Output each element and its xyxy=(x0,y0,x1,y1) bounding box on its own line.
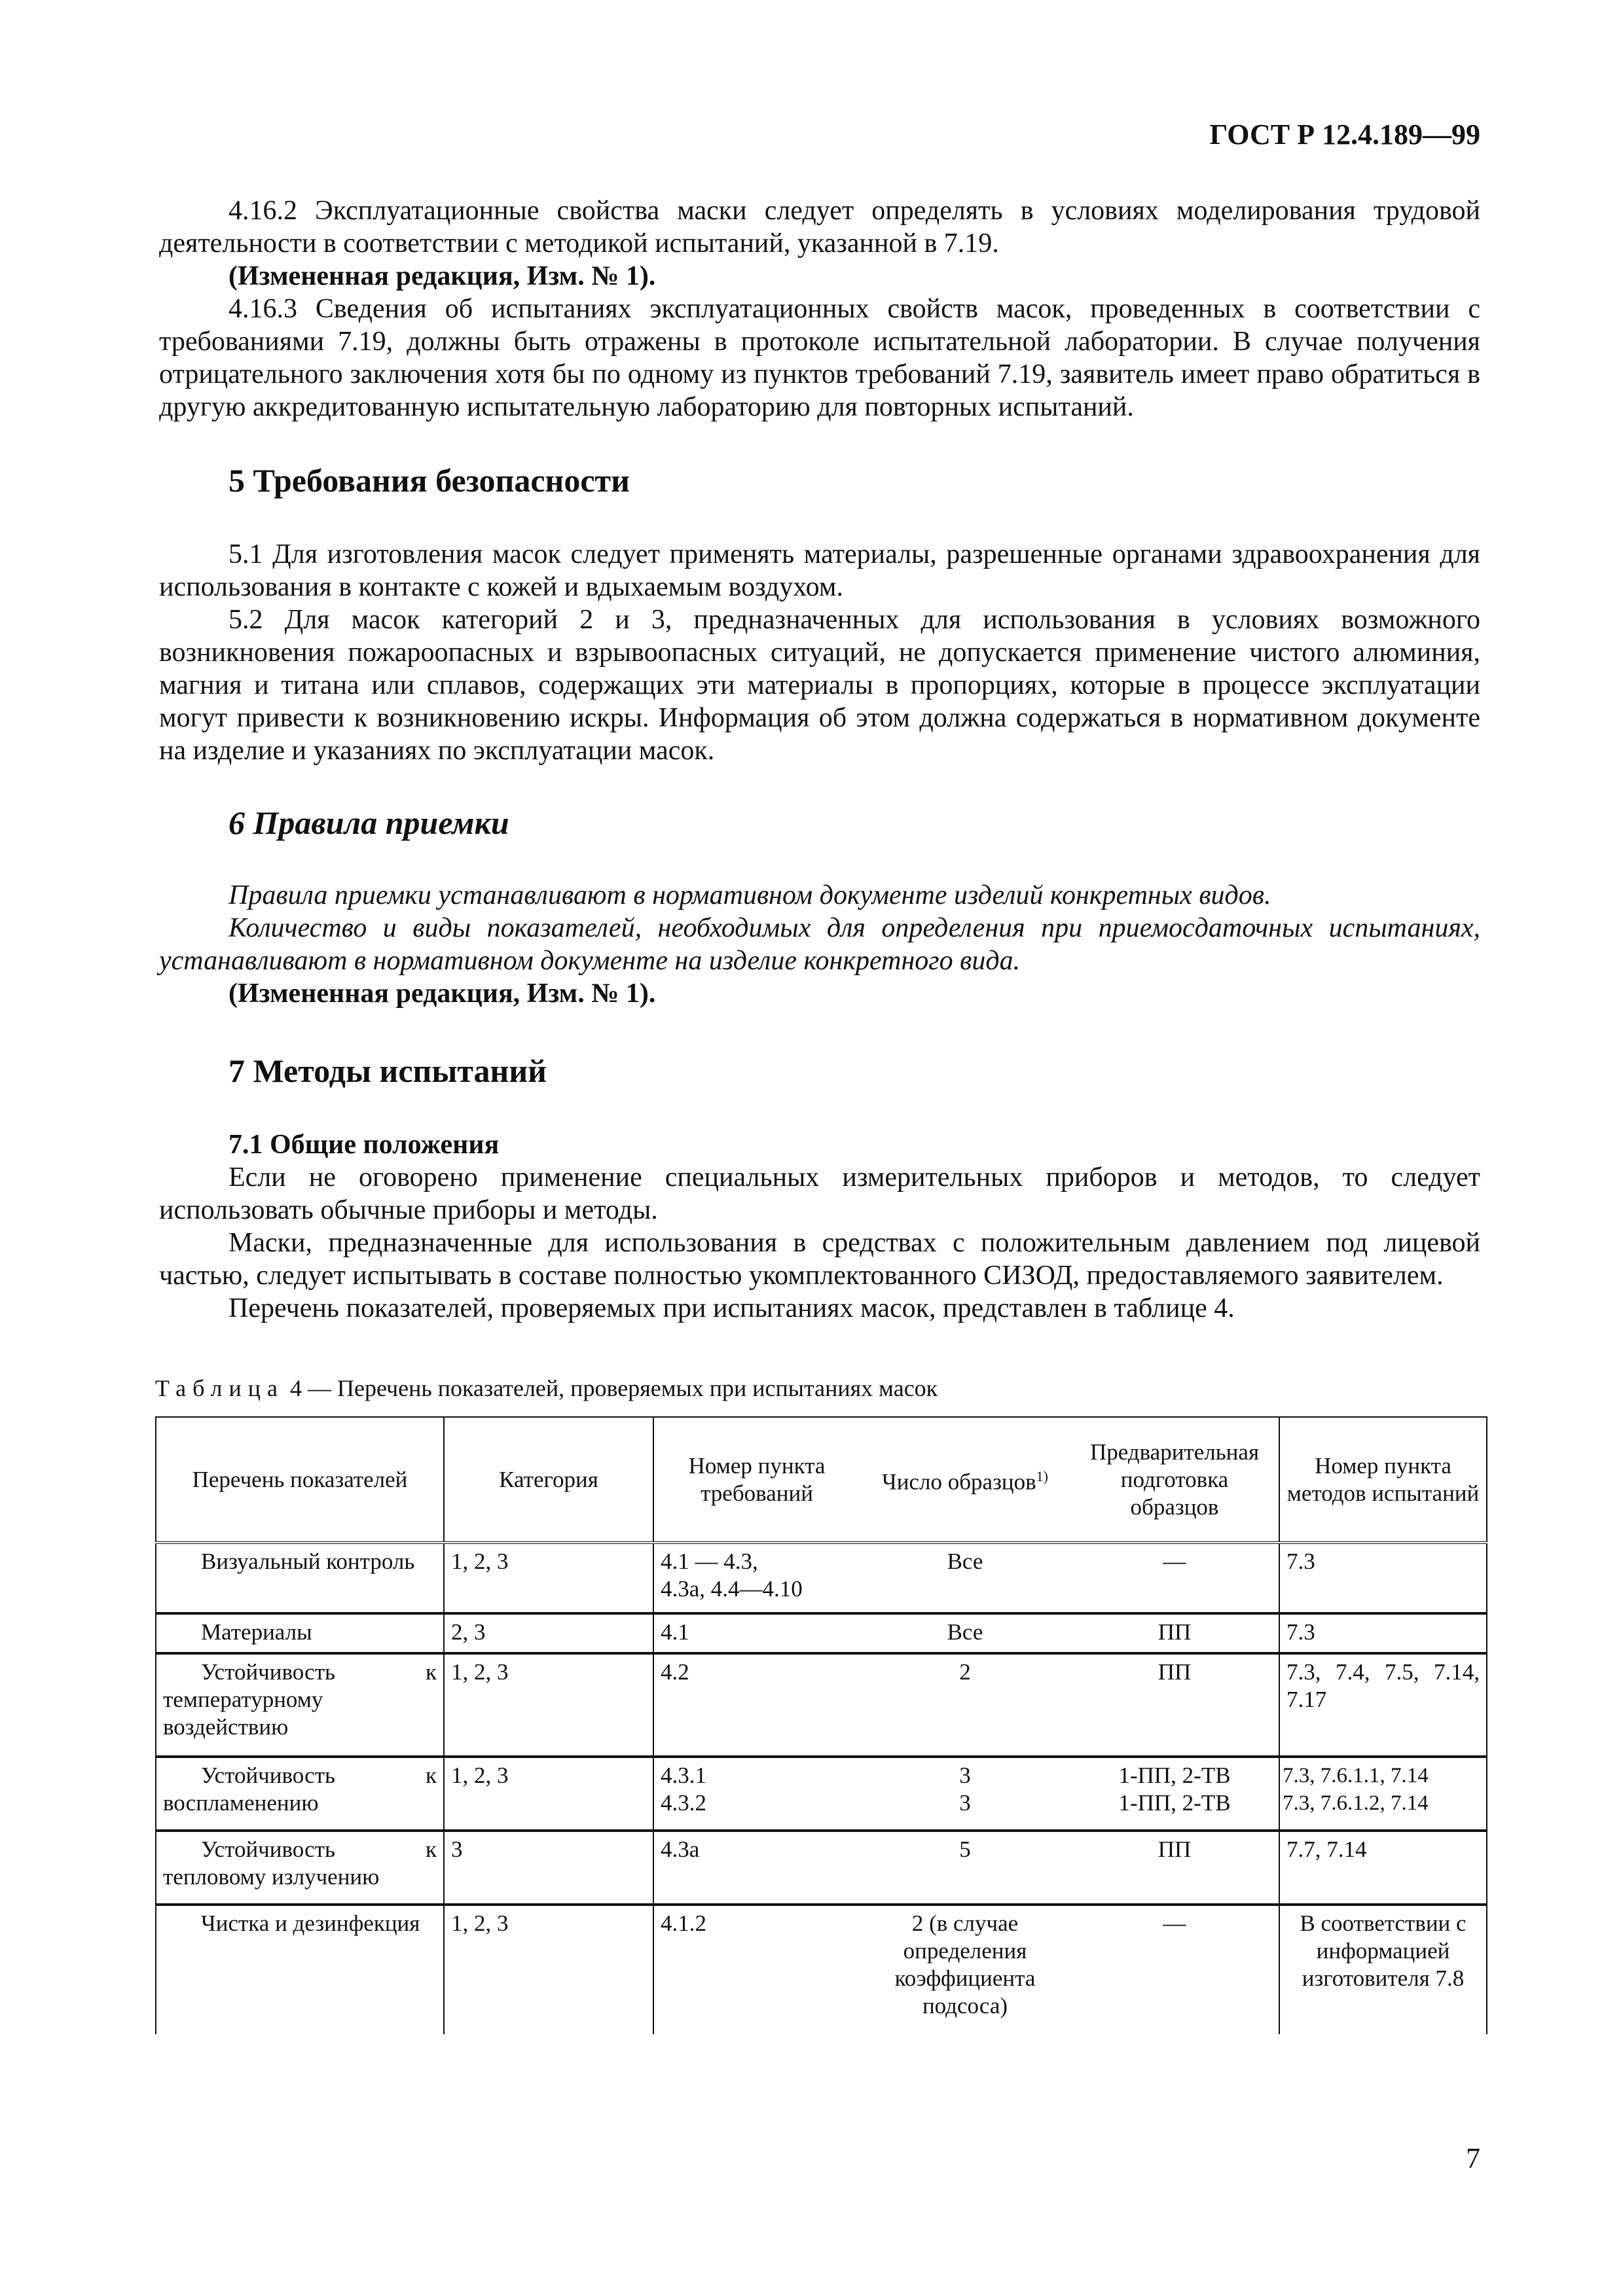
cell-preparation: ПП xyxy=(1070,1613,1279,1653)
table-row xyxy=(156,1543,1487,1613)
paragraph-6-1: Правила приемки устанавливают в нормативном документе изделий конкретных видов. xyxy=(228,880,1271,910)
footnote-mark: 1) xyxy=(1036,1468,1048,1485)
header-indicators: Перечень показателей xyxy=(156,1417,444,1543)
cell-preparation: 1-ПП, 2-ТВ 1-ПП, 2-ТВ xyxy=(1070,1757,1279,1831)
cell-preparation: ПП xyxy=(1070,1831,1279,1905)
section-7-1 xyxy=(159,1128,1480,1325)
cell-indicator: Чистка и дезинфекция xyxy=(156,1905,444,2034)
table-row xyxy=(156,1653,1487,1757)
indicators-table xyxy=(155,1416,1487,2034)
cell-category: 3 xyxy=(444,1831,653,1905)
paragraph-7-1-b: Маски, предназначенные для использования в средствах с положительным давлением под лицевой частью, следует испытывать в составе полностью укомплектованного СИЗОД, предоставляемого заявителем. xyxy=(159,1228,1480,1291)
cell-category: 1, 2, 3 xyxy=(444,1543,653,1613)
table-row xyxy=(156,1831,1487,1905)
cell-method: 7.7, 7.14 xyxy=(1279,1831,1487,1905)
header-preparation: Предварительная подготовка образцов xyxy=(1070,1417,1279,1543)
cell-indicator: Устойчивость к тепловому излучению xyxy=(156,1831,444,1905)
cell-method: 7.3 xyxy=(1279,1543,1487,1613)
cell-category: 1, 2, 3 xyxy=(444,1653,653,1757)
header-sample-count xyxy=(860,1417,1070,1543)
table-row xyxy=(156,1905,1487,2034)
header-requirement-clause: Номер пункта требований xyxy=(653,1417,860,1543)
cell-requirement: 4.1 xyxy=(653,1613,860,1653)
cell-samples: Все xyxy=(860,1613,1070,1653)
table-caption xyxy=(155,1374,938,1402)
cell-category: 1, 2, 3 xyxy=(444,1757,653,1831)
cell-method: 7.3 xyxy=(1279,1613,1487,1653)
paragraph-4-16-2: 4.16.2 Эксплуатационные свойства маски следует определять в условиях моделирования трудовой деятельности в соответствии с методикой испытаний, указанной в 7.19. xyxy=(159,196,1480,259)
paragraph-4-16-3: 4.16.3 Сведения об испытаниях эксплуатационных свойств масок, проведенных в соответствии с требованиями 7.19, должны быть отражены в протоколе испытательной лаборатории. В случае получения отрицательного заключения хотя бы по одному из пунктов требований 7.19, заявитель имеет право обратиться в другую аккредитованную испытательную лабораторию для повторных испытаний. xyxy=(159,294,1480,422)
cell-samples: 2 xyxy=(860,1653,1070,1757)
cell-requirement: 4.2 xyxy=(653,1653,860,1757)
table-caption-label: Таблица xyxy=(155,1375,284,1401)
cell-samples: 3 3 xyxy=(860,1757,1070,1831)
header-test-method-clause: Номер пункта методов испытаний xyxy=(1279,1417,1487,1543)
cell-preparation: — xyxy=(1070,1543,1279,1613)
cell-method: 7.3, 7.4, 7.5, 7.14, 7.17 xyxy=(1279,1653,1487,1757)
cell-category: 2, 3 xyxy=(444,1613,653,1653)
cell-method: В соответствии с информацией изготовителя 7.8 xyxy=(1279,1905,1487,2034)
cell-requirement: 4.3а xyxy=(653,1831,860,1905)
cell-samples: 2 (в случае определения коэффициента подсоса) xyxy=(860,1905,1070,2034)
cell-samples: Все xyxy=(860,1543,1070,1613)
table-header-row xyxy=(156,1417,1487,1543)
heading-7-1: 7.1 Общие положения xyxy=(228,1130,500,1160)
paragraph-6-2: Количество и виды показателей, необходимых для определения при приемосдаточных испытаниях, устанавливают в нормативном документе на изделие конкретного вида. xyxy=(159,913,1480,976)
cell-indicator: Визуальный контроль xyxy=(156,1543,444,1613)
document-code: ГОСТ Р 12.4.189—99 xyxy=(1209,118,1480,151)
header-sample-count-label: Число образцов xyxy=(882,1469,1036,1495)
cell-samples: 5 xyxy=(860,1831,1070,1905)
cell-category: 1, 2, 3 xyxy=(444,1905,653,2034)
amendment-note: (Измененная редакция, Изм. № 1). xyxy=(228,261,656,291)
cell-requirement: 4.1 — 4.3, 4.3а, 4.4—4.10 xyxy=(653,1543,860,1613)
paragraph-7-1-c: Перечень показателей, проверяемых при испытаниях масок, представлен в таблице 4. xyxy=(228,1293,1235,1323)
table-row xyxy=(156,1613,1487,1653)
cell-indicator: Материалы xyxy=(156,1613,444,1653)
cell-preparation: ПП xyxy=(1070,1653,1279,1757)
heading-section-5: 5 Требования безопасности xyxy=(228,462,630,499)
paragraph-7-1-a: Если не оговорено применение специальных измерительных приборов и методов, то следует использовать обычные приборы и методы. xyxy=(159,1162,1480,1225)
section-5-body xyxy=(159,538,1480,767)
cell-indicator: Устойчивость к температурному воздействию xyxy=(156,1653,444,1757)
amendment-note: (Измененная редакция, Изм. № 1). xyxy=(228,978,656,1009)
header-category: Категория xyxy=(444,1417,653,1543)
table-row xyxy=(156,1757,1487,1831)
section-6-body xyxy=(159,879,1480,1010)
page-number: 7 xyxy=(1466,2142,1480,2174)
cell-method: 7.3, 7.6.1.1, 7.14 7.3, 7.6.1.2, 7.14 xyxy=(1279,1757,1487,1831)
heading-section-6: 6 Правила приемки xyxy=(228,804,509,841)
cell-preparation: — xyxy=(1070,1905,1279,2034)
cell-requirement: 4.1.2 xyxy=(653,1905,860,2034)
heading-section-7: 7 Методы испытаний xyxy=(228,1052,547,1089)
paragraph-5-1: 5.1 Для изготовления масок следует применять материалы, разрешенные органами здравоохранения для использования в контакте с кожей и вдыхаемым воздухом. xyxy=(159,539,1480,602)
table-caption-title: 4 — Перечень показателей, проверяемых при испытаниях масок xyxy=(289,1375,938,1401)
section-4-16 xyxy=(159,194,1480,423)
paragraph-5-2: 5.2 Для масок категорий 2 и 3, предназначенных для использования в условиях возможного возникновения пожароопасных и взрывоопасных ситуаций, не допускается применение чистого алюминия, магния и титана или сплавов, содержащих эти материалы в пропорциях, которые в процессе эксплуатации могут привести к возникновению искры. Информация об этом должна содержаться в нормативном документе на изделие и указаниях по эксплуатации масок. xyxy=(159,605,1480,766)
cell-requirement: 4.3.1 4.3.2 xyxy=(653,1757,860,1831)
cell-indicator: Устойчивость к воспламенению xyxy=(156,1757,444,1831)
